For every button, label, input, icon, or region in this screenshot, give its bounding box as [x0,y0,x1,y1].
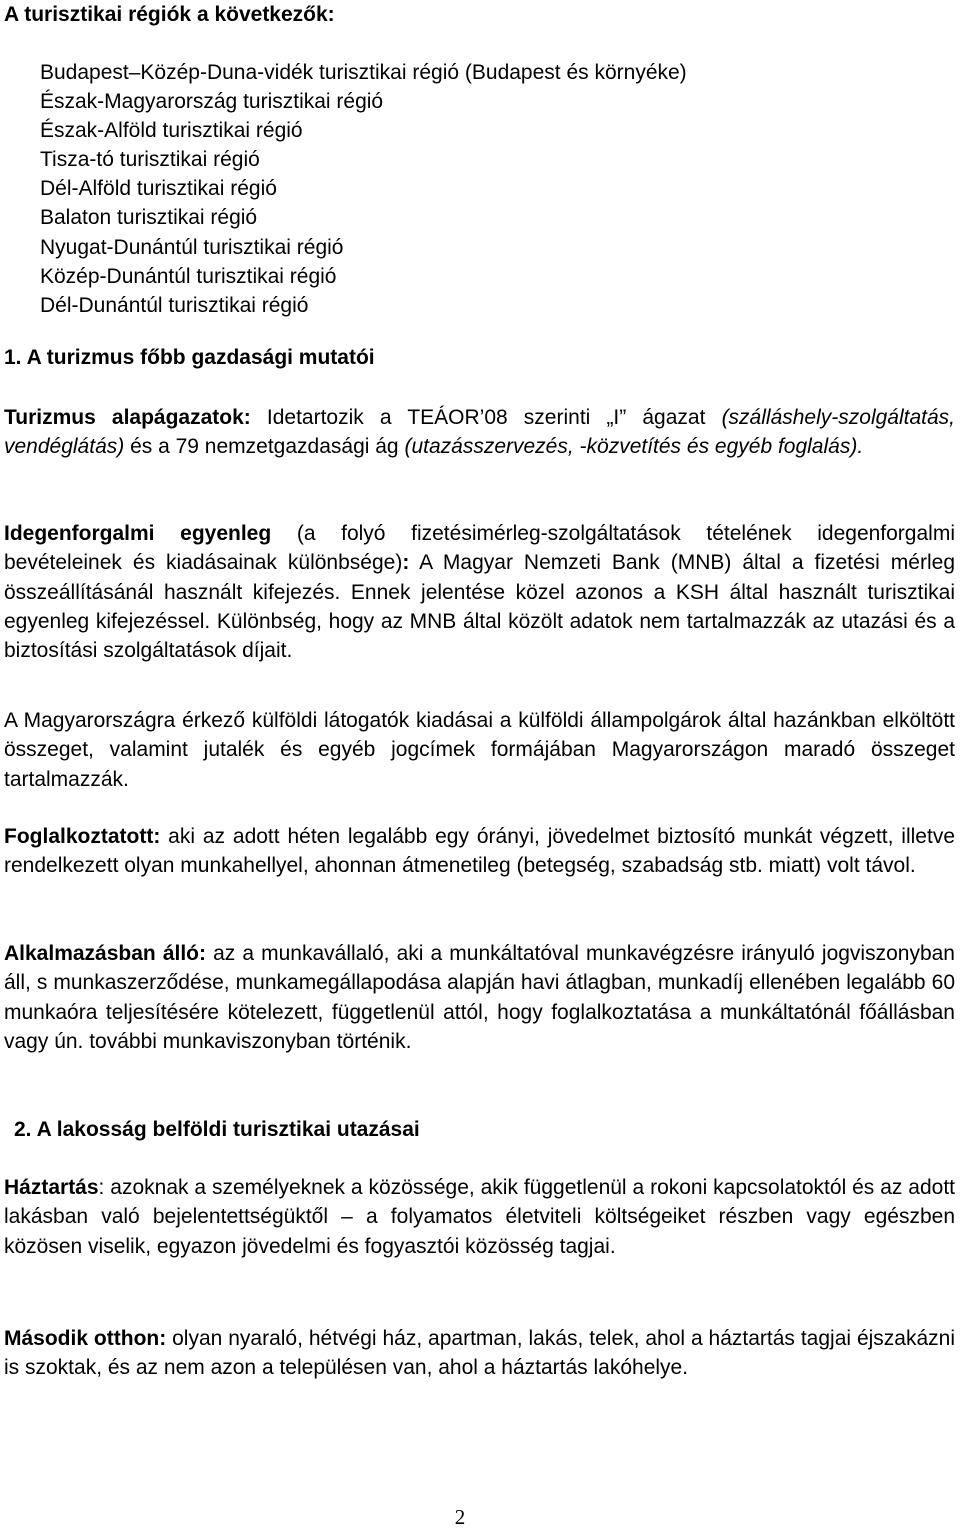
paragraph-text: az a munkavállaló, aki a munkáltatóval munkavégzésre irányuló jogviszonyban áll, s munkaszerződése, munkamegállapodása alapján havi átlagban, munkadíj ellenében legalább 60 munkaóra teljesítésére kötelezett, függetlenül attól, hogy foglalkoztatása a munkáltatónál főállásban vagy ún. további munkaviszonyban történik. [4,942,955,1053]
region-item: Tisza-tó turisztikai régió [40,148,260,172]
region-item: Balaton turisztikai régió [40,206,258,230]
paragraph-text: (a folyó fizetésimérleg-szolgáltatások tételének idegenforgalmi bevételeinek és kiadásainak különbsége) [4,522,955,575]
term-household: Háztartás [4,1176,99,1199]
paragraph-text: Idetartozik a TEÁOR’08 szerinti „I” ágazat [250,406,722,429]
region-item: Dél-Dunántúl turisztikai régió [40,293,309,317]
regions-list [40,58,687,320]
region-item: Budapest–Közép-Duna-vidék turisztikai régió (Budapest és környéke) [40,61,687,84]
paragraph-text: aki az adott héten legalább egy órányi, jövedelmet biztosító munkát végzett, illetve rendelkezett olyan munkahellyel, ahonnan átmenetileg (betegség, szabadság stb. miatt) volt távol. [4,825,955,878]
italic-text: (szálláshely-szolgáltatás, vendéglátás) [4,406,955,459]
term-tourism-balance: Idegenforgalmi egyenleg [4,522,272,545]
region-item: Közép-Dunántúl turisztikai régió [40,264,337,288]
page-number: 2 [454,1505,466,1529]
region-item: Dél-Alföld turisztikai régió [40,177,277,201]
paragraph-text: és a 79 nemzetgazdasági ág [124,435,405,459]
region-item: Észak-Magyarország turisztikai régió [40,90,384,114]
paragraph-text: olyan nyaraló, hétvégi ház, apartman, lakás, telek, ahol a háztartás tagjai éjszakázni is szoktak, és az nem azon a településen van, ahol a háztartás lakóhelye. [4,1327,955,1380]
italic-text: (utazásszervezés, -közvetítés és egyéb foglalás). [404,435,864,459]
region-item: Észak-Alföld turisztikai régió [40,119,303,143]
paragraph-household [4,1173,955,1261]
region-item: Nyugat-Dunántúl turisztikai régió [40,235,344,259]
paragraph-second-home [4,1324,955,1383]
term-employed: Foglalkoztatott: [4,825,161,848]
paragraph-tourism-sectors [4,403,955,462]
term-tourism-sectors: Turizmus alapágazatok: [4,406,251,429]
paragraph-text: : azoknak a személyeknek a közössége, akik függetlenül a rokoni kapcsolatoktól és az adott lakásban való bejelentettségüktől – a folyamatos életviteli költségeiket részben vagy egészben közösen viselik, egyazon jövedelmi és fogyasztói közösség tagjai. [4,1176,955,1258]
paragraph-text: A Magyar Nemzeti Bank (MNB) által a fizetési mérleg összeállításánál használt kifejezés. Ennek jelentése közel azonos a KSH által használt turisztikai egyenleg kifejezéssel. Különbség, hogy az MNB által közölt adatok nem tartalmazzák az utazási és a biztosítási szolgáltatások díjait. [4,551,955,663]
colon: : [402,551,410,575]
term-second-home: Második otthon: [4,1327,167,1350]
paragraph-employed [4,822,955,881]
paragraph-tourism-balance [4,519,955,665]
paragraph-employee [4,939,955,1056]
term-employee: Alkalmazásban álló: [4,942,206,965]
section-1-title: 1. A turizmus főbb gazdasági mutatói [4,346,375,369]
paragraph-visitor-spending: A Magyarországra érkező külföldi látogatók kiadásai a külföldi állampolgárok által hazánkban elköltött összeget, valamint jutalék és egyéb jogcímek formájában Magyarországon maradó összeget tartalmazzák. [4,709,955,791]
section-2-title: 2. A lakosság belföldi turisztikai utazásai [14,1118,420,1141]
regions-heading: A turisztikai régiók a következők: [4,3,335,26]
